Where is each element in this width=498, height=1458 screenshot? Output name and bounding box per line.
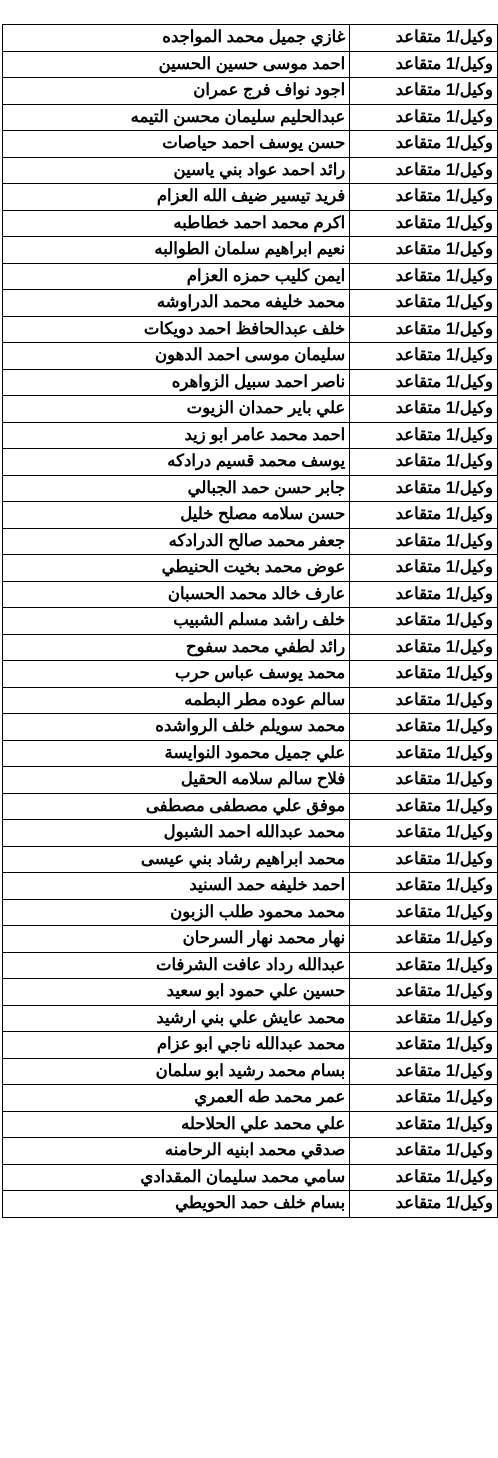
rank-cell: وكيل/1 متقاعد: [350, 157, 498, 184]
table-row: [3, 581, 498, 608]
rank-cell: وكيل/1 متقاعد: [350, 51, 498, 78]
name-cell: احمد محمد عامر ابو زيد: [3, 422, 350, 449]
name-cell: نهار محمد نهار السرحان: [3, 926, 350, 953]
rank-cell: وكيل/1 متقاعد: [350, 78, 498, 105]
rank-cell: وكيل/1 متقاعد: [350, 555, 498, 582]
name-cell: محمد عايش علي بني ارشيد: [3, 1005, 350, 1032]
rank-cell: وكيل/1 متقاعد: [350, 952, 498, 979]
rank-cell: وكيل/1 متقاعد: [350, 1164, 498, 1191]
rank-cell: وكيل/1 متقاعد: [350, 634, 498, 661]
name-cell: خلف عبدالحافظ احمد دويكات: [3, 316, 350, 343]
table-row: [3, 714, 498, 741]
table-row: [3, 767, 498, 794]
name-cell: عوض محمد بخيت الحنيطي: [3, 555, 350, 582]
name-cell: احمد موسى حسين الحسين: [3, 51, 350, 78]
table-row: [3, 1138, 498, 1165]
rank-cell: وكيل/1 متقاعد: [350, 1138, 498, 1165]
table-row: [3, 555, 498, 582]
table-row: [3, 316, 498, 343]
rank-cell: وكيل/1 متقاعد: [350, 873, 498, 900]
table-row: [3, 979, 498, 1006]
table-row: [3, 846, 498, 873]
name-cell: صدقي محمد ابنيه الرحامنه: [3, 1138, 350, 1165]
table-row: [3, 396, 498, 423]
rank-cell: وكيل/1 متقاعد: [350, 740, 498, 767]
table-row: [3, 793, 498, 820]
table-row: [3, 502, 498, 529]
table-row: [3, 184, 498, 211]
personnel-table: [2, 24, 498, 1218]
rank-cell: وكيل/1 متقاعد: [350, 210, 498, 237]
table-row: [3, 343, 498, 370]
table-row: [3, 210, 498, 237]
name-cell: اكرم محمد احمد خطاطبه: [3, 210, 350, 237]
name-cell: محمد عبدالله احمد الشبول: [3, 820, 350, 847]
name-cell: سالم عوده مطر البطمه: [3, 687, 350, 714]
table-row: [3, 1032, 498, 1059]
rank-cell: وكيل/1 متقاعد: [350, 1085, 498, 1112]
name-cell: جعفر محمد صالح الدرادكه: [3, 528, 350, 555]
rank-cell: وكيل/1 متقاعد: [350, 846, 498, 873]
table-row: [3, 1058, 498, 1085]
table-row: [3, 157, 498, 184]
rank-cell: وكيل/1 متقاعد: [350, 1191, 498, 1218]
rank-cell: وكيل/1 متقاعد: [350, 767, 498, 794]
name-cell: فلاح سالم سلامه الحقيل: [3, 767, 350, 794]
name-cell: سامي محمد سليمان المقدادي: [3, 1164, 350, 1191]
name-cell: يوسف محمد قسيم درادكه: [3, 449, 350, 476]
table-row: [3, 608, 498, 635]
rank-cell: وكيل/1 متقاعد: [350, 1005, 498, 1032]
table-row: [3, 661, 498, 688]
rank-cell: وكيل/1 متقاعد: [350, 899, 498, 926]
name-cell: رائد احمد عواد بني ياسين: [3, 157, 350, 184]
rank-cell: وكيل/1 متقاعد: [350, 131, 498, 158]
name-cell: حسن يوسف احمد حياصات: [3, 131, 350, 158]
rank-cell: وكيل/1 متقاعد: [350, 396, 498, 423]
table-row: [3, 873, 498, 900]
table-row: [3, 25, 498, 52]
rank-cell: وكيل/1 متقاعد: [350, 25, 498, 52]
name-cell: احمد خليفه حمد السنيد: [3, 873, 350, 900]
rank-cell: وكيل/1 متقاعد: [350, 820, 498, 847]
table-row: [3, 687, 498, 714]
name-cell: عارف خالد محمد الحسبان: [3, 581, 350, 608]
table-row: [3, 1005, 498, 1032]
table-row: [3, 926, 498, 953]
table-row: [3, 263, 498, 290]
table-row: [3, 131, 498, 158]
name-cell: علي باير حمدان الزيوت: [3, 396, 350, 423]
table-row: [3, 1085, 498, 1112]
name-cell: محمد يوسف عباس حرب: [3, 661, 350, 688]
name-cell: غازي جميل محمد المواجده: [3, 25, 350, 52]
name-cell: بسام خلف حمد الحويطي: [3, 1191, 350, 1218]
rank-cell: وكيل/1 متقاعد: [350, 104, 498, 131]
rank-cell: وكيل/1 متقاعد: [350, 449, 498, 476]
name-cell: عبدالحليم سليمان محسن التيمه: [3, 104, 350, 131]
table-row: [3, 1111, 498, 1138]
table-body: [3, 25, 498, 1218]
rank-cell: وكيل/1 متقاعد: [350, 661, 498, 688]
rank-cell: وكيل/1 متقاعد: [350, 1058, 498, 1085]
table-row: [3, 449, 498, 476]
name-cell: محمد محمود طلب الزبون: [3, 899, 350, 926]
rank-cell: وكيل/1 متقاعد: [350, 184, 498, 211]
table-row: [3, 422, 498, 449]
table-row: [3, 237, 498, 264]
name-cell: علي محمد علي الحلاحله: [3, 1111, 350, 1138]
rank-cell: وكيل/1 متقاعد: [350, 1032, 498, 1059]
table-row: [3, 740, 498, 767]
rank-cell: وكيل/1 متقاعد: [350, 608, 498, 635]
name-cell: علي جميل محمود النوايسة: [3, 740, 350, 767]
table-row: [3, 528, 498, 555]
table-row: [3, 952, 498, 979]
table-row: [3, 78, 498, 105]
table-row: [3, 369, 498, 396]
rank-cell: وكيل/1 متقاعد: [350, 502, 498, 529]
table-row: [3, 290, 498, 317]
name-cell: بسام محمد رشيد ابو سلمان: [3, 1058, 350, 1085]
rank-cell: وكيل/1 متقاعد: [350, 926, 498, 953]
rank-cell: وكيل/1 متقاعد: [350, 979, 498, 1006]
name-cell: محمد سويلم خلف الرواشده: [3, 714, 350, 741]
name-cell: موفق علي مصطفى مصطفى: [3, 793, 350, 820]
name-cell: محمد خليفه محمد الدراوشه: [3, 290, 350, 317]
name-cell: محمد عبدالله ناجي ابو عزام: [3, 1032, 350, 1059]
name-cell: محمد ابراهيم رشاد بني عيسى: [3, 846, 350, 873]
name-cell: حسن سلامه مصلح خليل: [3, 502, 350, 529]
name-cell: ايمن كليب حمزه العزام: [3, 263, 350, 290]
table-row: [3, 634, 498, 661]
table-row: [3, 820, 498, 847]
name-cell: عمر محمد طه العمري: [3, 1085, 350, 1112]
rank-cell: وكيل/1 متقاعد: [350, 581, 498, 608]
rank-cell: وكيل/1 متقاعد: [350, 1111, 498, 1138]
name-cell: عبدالله رداد عافت الشرفات: [3, 952, 350, 979]
name-cell: حسين علي حمود ابو سعيد: [3, 979, 350, 1006]
rank-cell: وكيل/1 متقاعد: [350, 369, 498, 396]
table-row: [3, 475, 498, 502]
rank-cell: وكيل/1 متقاعد: [350, 343, 498, 370]
name-cell: فريد تيسير ضيف الله العزام: [3, 184, 350, 211]
rank-cell: وكيل/1 متقاعد: [350, 793, 498, 820]
name-cell: جابر حسن حمد الجبالي: [3, 475, 350, 502]
name-cell: سليمان موسى احمد الدهون: [3, 343, 350, 370]
rank-cell: وكيل/1 متقاعد: [350, 316, 498, 343]
rank-cell: وكيل/1 متقاعد: [350, 528, 498, 555]
name-cell: رائد لطفي محمد سفوح: [3, 634, 350, 661]
table-row: [3, 1191, 498, 1218]
rank-cell: وكيل/1 متقاعد: [350, 263, 498, 290]
name-cell: خلف راشد مسلم الشبيب: [3, 608, 350, 635]
rank-cell: وكيل/1 متقاعد: [350, 290, 498, 317]
rank-cell: وكيل/1 متقاعد: [350, 237, 498, 264]
rank-cell: وكيل/1 متقاعد: [350, 714, 498, 741]
table-row: [3, 51, 498, 78]
name-cell: ناصر احمد سبيل الزواهره: [3, 369, 350, 396]
table-row: [3, 104, 498, 131]
name-cell: نعيم ابراهيم سلمان الطوالبه: [3, 237, 350, 264]
rank-cell: وكيل/1 متقاعد: [350, 422, 498, 449]
name-cell: اجود نواف فرج عمران: [3, 78, 350, 105]
rank-cell: وكيل/1 متقاعد: [350, 687, 498, 714]
table-row: [3, 899, 498, 926]
table-row: [3, 1164, 498, 1191]
rank-cell: وكيل/1 متقاعد: [350, 475, 498, 502]
